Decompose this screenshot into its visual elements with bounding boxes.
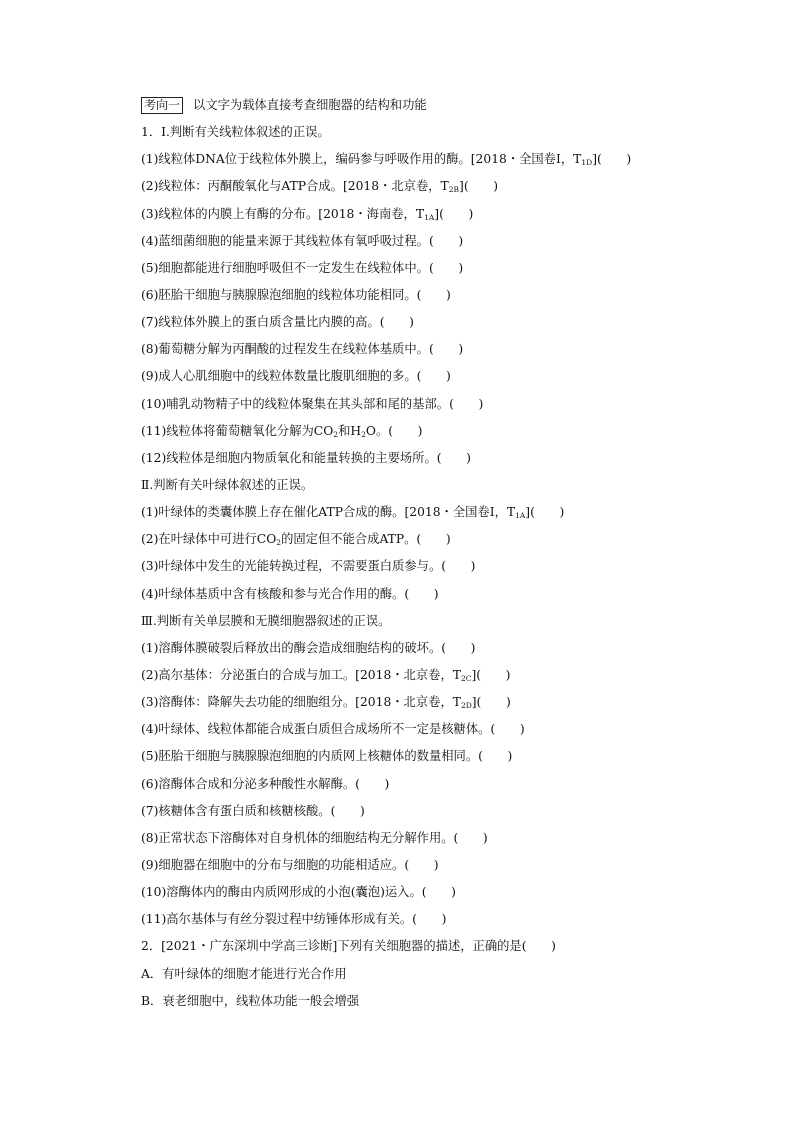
question-content <box>141 92 701 1015</box>
line-text: (4)叶绿体、线粒体都能合成蛋白质但合成场所不一定是核糖体。( ) <box>141 722 525 737</box>
question-line-q1-3-8 <box>141 825 701 852</box>
question-line-q1-3-2 <box>141 662 701 689</box>
section-tag: 考向一 <box>141 97 183 114</box>
question-line-q1-2 <box>141 472 701 499</box>
line-text: (4)蓝细菌细胞的能量来源于其线粒体有氧呼吸过程。( ) <box>141 233 464 248</box>
line-text: (11)高尔基体与有丝分裂过程中纺锤体形成有关。( ) <box>141 912 447 927</box>
question-line-q1-3-10 <box>141 879 701 906</box>
question-line-q1-3-11 <box>141 906 701 933</box>
line-text: (2)在叶绿体中可进行CO <box>141 532 277 547</box>
subscript: 1D <box>581 158 593 168</box>
line-text: (1)线粒体DNA位于线粒体外膜上，编码参与呼吸作用的酶。[2018・全国卷Ⅰ，T <box>141 152 582 167</box>
line-text: (6)溶酶体合成和分泌多种酸性水解酶。( ) <box>141 776 390 791</box>
question-line-q1-1-9 <box>141 363 701 390</box>
line-text: (9)成人心肌细胞中的线粒体数量比腹肌细胞的多。( ) <box>141 369 451 384</box>
subscript: 2C <box>460 673 472 683</box>
line-text: (8)葡萄糖分解为丙酮酸的过程发生在线粒体基质中。( ) <box>141 342 464 357</box>
line-text: (6)胚胎干细胞与胰腺腺泡细胞的线粒体功能相同。( ) <box>141 287 451 302</box>
line-text: (10)哺乳动物精子中的线粒体聚集在其头部和尾的基部。( ) <box>141 396 484 411</box>
line-text: ]( ) <box>471 695 511 710</box>
question-line-q1-2-4 <box>141 581 701 608</box>
question-line-q1-1-12 <box>141 445 701 472</box>
question-line-q1-1-2 <box>141 173 701 200</box>
line-text: (2)线粒体：丙酮酸氧化与ATP合成。[2018・北京卷，T <box>141 179 449 194</box>
line-text: Ⅱ.判断有关叶绿体叙述的正误。 <box>141 477 314 492</box>
question-line-q1-3-9 <box>141 852 701 879</box>
line-text: ]( ) <box>459 179 499 194</box>
line-text: A．有叶绿体的细胞才能进行光合作用 <box>141 966 347 981</box>
question-line-q1-1-6 <box>141 282 701 309</box>
section-title: 以文字为载体直接考查细胞器的结构和功能 <box>193 98 427 112</box>
line-text: Ⅲ.判断有关单层膜和无膜细胞器叙述的正误。 <box>141 613 391 628</box>
question-line-q1-3 <box>141 608 701 635</box>
line-text: (8)正常状态下溶酶体对自身机体的细胞结构无分解作用。( ) <box>141 830 488 845</box>
line-text: (9)细胞器在细胞中的分布与细胞的功能相适应。( ) <box>141 857 439 872</box>
line-text: (10)溶酶体内的酶由内质网形成的小泡(囊泡)运入。( ) <box>141 885 456 900</box>
line-text: (3)叶绿体中发生的光能转换过程，不需要蛋白质参与。( ) <box>141 559 476 574</box>
question-line-q1-3-5 <box>141 743 701 770</box>
question-line-q1-3-4 <box>141 716 701 743</box>
line-text: (2)高尔基体：分泌蛋白的合成与加工。[2018・北京卷，T <box>141 667 461 682</box>
line-text: (11)线粒体将葡萄糖氧化分解为CO <box>141 423 334 438</box>
question-line-q2 <box>141 933 701 960</box>
question-line-q1-3-3 <box>141 689 701 716</box>
question-lines <box>141 119 701 1015</box>
line-text: 2．[2021・广东深圳中学高三诊断]下列有关细胞器的描述，正确的是( ) <box>141 939 556 954</box>
line-text: 和H <box>338 423 362 438</box>
subscript: 2B <box>448 185 460 195</box>
line-text: ]( ) <box>471 667 511 682</box>
question-line-q1-3-6 <box>141 771 701 798</box>
question-line-q1-3-7 <box>141 798 701 825</box>
line-text: O。( ) <box>365 423 423 438</box>
question-line-q1-1-1 <box>141 146 701 173</box>
line-text: (1)叶绿体的类囊体膜上存在催化ATP合成的酶。[2018・全国卷Ⅰ，T <box>141 505 516 520</box>
line-text: ]( ) <box>434 206 474 221</box>
line-text: (3)线粒体的内膜上有酶的分布。[2018・海南卷，T <box>141 206 425 221</box>
line-text: (5)细胞都能进行细胞呼吸但不一定发生在线粒体中。( ) <box>141 260 464 275</box>
question-line-q1-1-5 <box>141 255 701 282</box>
line-text: ]( ) <box>525 505 565 520</box>
line-text: (12)线粒体是细胞内物质氧化和能量转换的主要场所。( ) <box>141 450 471 465</box>
line-text: (7)线粒体外膜上的蛋白质含量比内膜的高。( ) <box>141 315 414 330</box>
question-line-q1-2-2 <box>141 526 701 553</box>
question-line-q1-1-3 <box>141 201 701 228</box>
line-text: (5)胚胎干细胞与胰腺腺泡细胞的内质网上核糖体的数量相同。( ) <box>141 749 513 764</box>
question-line-q1-1-7 <box>141 309 701 336</box>
question-line-q1-2-3 <box>141 553 701 580</box>
subscript: 1A <box>424 212 435 222</box>
line-text: (1)溶酶体膜破裂后释放出的酶会造成细胞结构的破坏。( ) <box>141 640 476 655</box>
subscript: 2 <box>361 429 366 439</box>
subscript: 2 <box>333 429 339 439</box>
line-text: ]( ) <box>592 152 632 167</box>
question-line-q1-1-4 <box>141 228 701 255</box>
question-line-q1-2-1 <box>141 499 701 526</box>
question-line-q1-3-1 <box>141 635 701 662</box>
question-line-q2-a <box>141 961 701 988</box>
question-line-q1-1-10 <box>141 391 701 418</box>
line-text: (4)叶绿体基质中含有核酸和参与光合作用的酶。( ) <box>141 586 439 601</box>
section-heading <box>141 92 701 119</box>
subscript: 1A <box>515 511 526 521</box>
subscript: 2D <box>460 701 472 711</box>
question-line-q2-b <box>141 988 701 1015</box>
question-line-q1-1-11 <box>141 418 701 445</box>
line-text: 1．Ⅰ.判断有关线粒体叙述的正误。 <box>141 125 330 140</box>
line-text: B．衰老细胞中，线粒体功能一般会增强 <box>141 993 360 1008</box>
question-line-q1 <box>141 119 701 146</box>
subscript: 2 <box>276 538 282 548</box>
line-text: 的固定但不能合成ATP。( ) <box>281 532 451 547</box>
line-text: (7)核糖体含有蛋白质和核糖核酸。( ) <box>141 803 365 818</box>
question-line-q1-1-8 <box>141 336 701 363</box>
line-text: (3)溶酶体：降解失去功能的细胞组分。[2018・北京卷，T <box>141 695 461 710</box>
